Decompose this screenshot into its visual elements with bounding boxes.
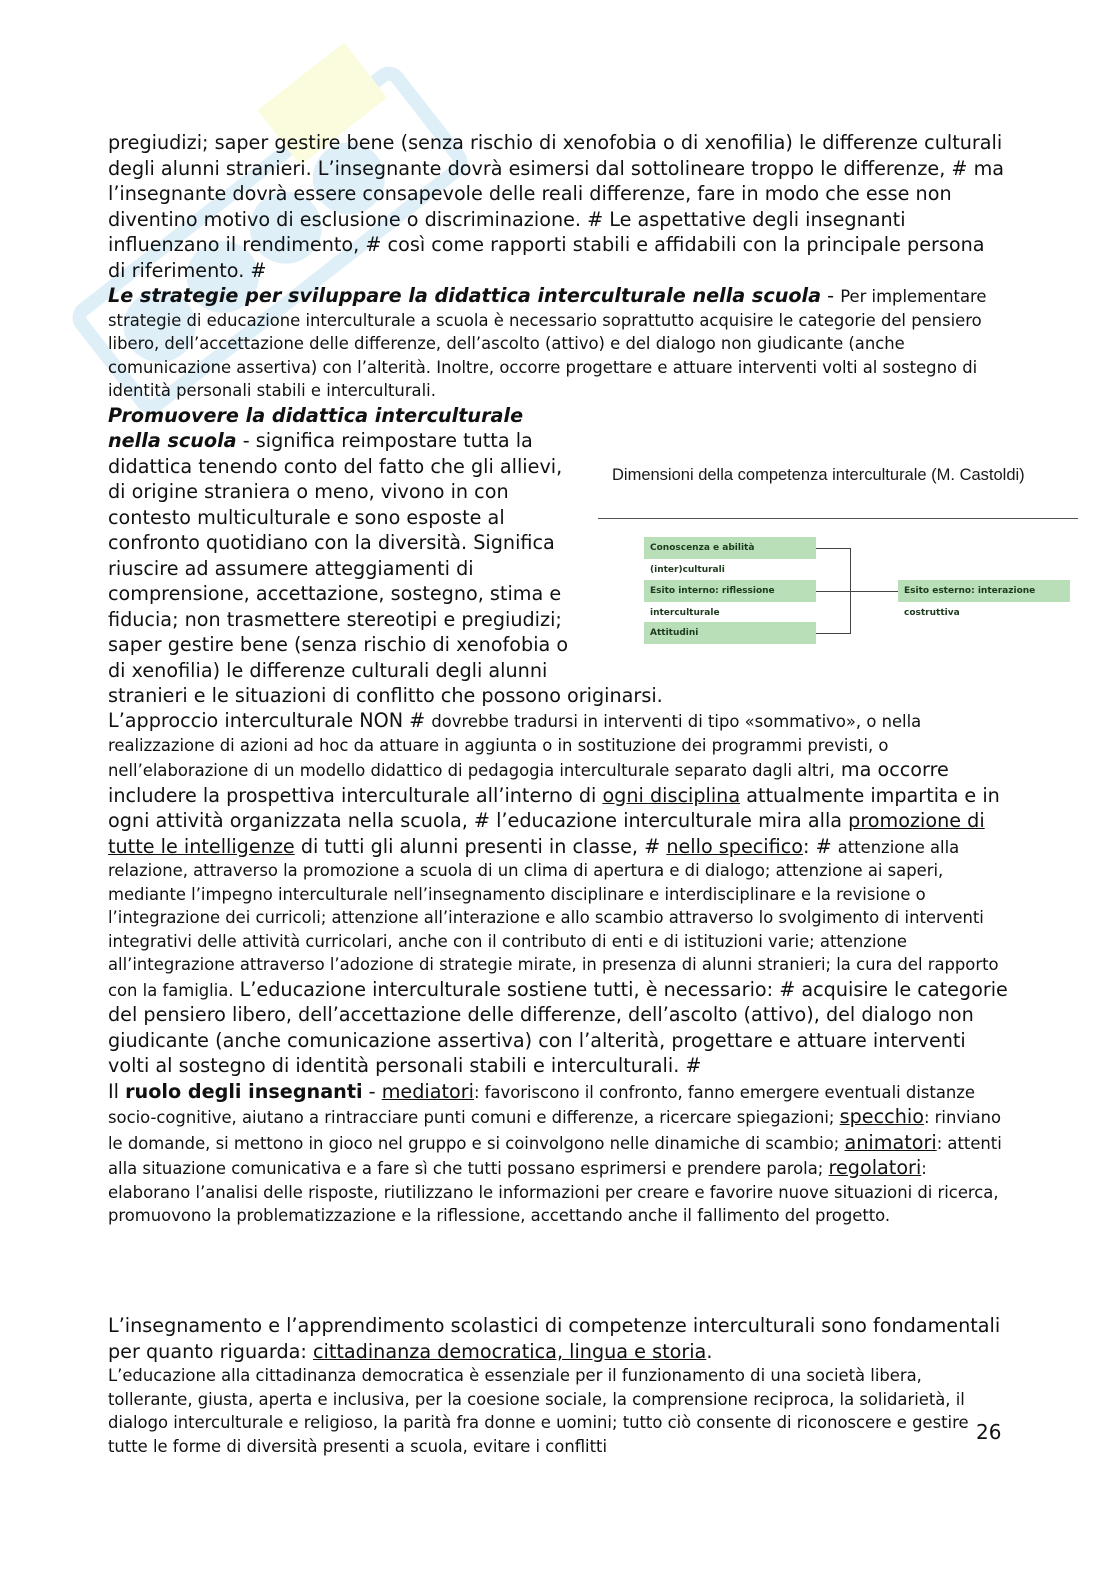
approach-supports-all: L’educazione interculturale sostiene tutti, è necessario: # acquisire le categorie del pensiero libero, dell’accettazione delle differenze, dell’ascolto (attivo), del dialogo non giudicante (anche comunicazione assertiva) con l’alterità, progettare e attuare interventi volti al sostegno di identità personali stabili e interculturali. # [108,977,1008,1077]
underlined-all-intelligences: promozione di tutte le intelligenze [108,809,985,858]
approach-cont2: attualmente impartita e in ogni attività organizzata nella scuola, # l’educazione interculturale mira alla [108,783,1000,832]
role-regulators: regolatori [828,1156,922,1179]
figure-intercultural-competence [598,462,1080,657]
connector-line [850,591,898,592]
underlined-specifically: nello specifico [666,834,804,858]
paragraph-competences [108,1313,1008,1364]
approach-start: L’approccio interculturale NON # [108,709,432,732]
heading-strategies: Le strategie per sviluppare la didattica interculturale nella scuola [108,284,822,307]
approach-attention-list: attenzione alla relazione, attraverso la promozione a scuola di un clima di apertura e di dialogo; attenzione ai saperi, mediante l’impegno interculturale nell’insegnamento disciplinare e interdisciplinare e la revisione o l’integrazione dei curricoli; attenzione all’interazione e allo scambio attraverso lo svolgimento di interventi integrativi delle attività curricolari, anche con il contributo di enti e di istituzioni varie; attenzione all’integrazione attraverso l’adozione di strategie mirate, in presenza di alunni stranieri; la cura del rapporto con la famiglia. [108,837,999,1000]
figure-rule [598,518,1078,519]
box-knowledge-skills: Conoscenza e abilità (inter)culturali [644,537,816,559]
connector-line [816,591,850,592]
competences-end: . [706,1339,713,1363]
heading-separator: - [236,429,256,452]
roles-sep: - [362,1079,382,1103]
strategies-text: Per implementare strategie di educazione interculturale a scuola è necessario soprattutto acquisire le categorie del pensiero libero, dell’accettazione delle differenze, dell’ascolto (attivo) e del dialogo non giudicante (anche comunicazione assertiva) con l’alterità. Inoltre, occorre progettare e attuare interventi volti al sostegno di identità personali stabili e interculturali. [108,287,987,400]
section-intercultural-approach [108,708,1008,1228]
paragraph-prejudices: pregiudizi; saper gestire bene (senza rischio di xenofobia o di xenofilia) le differenze culturali degli alunni stranieri. L’insegnante dovrà esimersi dal sottolineare troppo le differenze, # ma l’insegnante dovrà essere consapevole delle reali differenze, fare in modo che esse non diventino motivo di esclusione o discriminazione. # Le aspettative degli insegnanti influenzano il rendimento, # così come rapporti stabili e affidabili con la principale persona di riferimento. # [108,131,1005,282]
underlined-citizenship: cittadinanza democratica, lingua e storia [312,1339,707,1363]
approach-cont: ma occorre includere la prospettiva interculturale all’interno di [108,758,949,807]
role-mirror: specchio [839,1105,924,1128]
box-external-outcome: Esito esterno: interazione costruttiva [898,580,1070,602]
figure-title: Dimensioni della competenza interculturale (M. Castoldi) [612,466,1025,484]
heading-promote: Promuovere la didattica interculturale nella scuola [108,403,524,452]
paragraph-citizenship-education: L’educazione alla cittadinanza democratica è essenziale per il funzionamento di una società libera, tollerante, giusta, aperta e inclusiva, per la coesione sociale, la comprensione reciproca, la solidarietà, il dialogo interculturale e religioso, la parità fra donne e uomini; tutto ciò consente di riconoscere e gestire tutte le forme di diversità presenti a scuola, evitare i conflitti [108,1366,969,1456]
underlined-every-discipline: ogni disciplina [602,783,741,807]
roles-intro: Il [108,1079,126,1103]
competences-text: L’insegnamento e l’apprendimento scolastici di competenze interculturali sono fondamentali per quanto riguarda: [108,1314,1001,1363]
role-mediators-desc: : favoriscono il confronto, fanno emergere eventuali distanze socio-cognitive, aiutano a rintracciare punti comuni e differenze, a ricercare spiegazioni; [108,1082,975,1127]
approach-cont4: : # [803,834,838,858]
role-animators-desc: : attenti alla situazione comunicativa e a fare sì che tutti possano esprimersi e prendere parola; [108,1133,1002,1178]
page-number: 26 [976,1420,1002,1444]
connector-line [816,548,850,549]
approach-cont3: di tutti gli alunni presenti in classe, # [294,834,667,858]
heading-separator: - [821,284,841,307]
role-mediators: mediatori [381,1079,474,1103]
paragraph-strategies [108,283,1008,403]
paragraph-teacher-roles [108,1079,1008,1228]
connector-line [816,633,850,634]
box-internal-outcome: Esito interno: riflessione interculturale [644,580,816,602]
section-competences [108,1313,1008,1458]
promote-text-start: significa reimpostare tutta la didattica tenendo conto del fatto che gli allievi, di origine straniera o meno, vivono in con contesto multiculturale e sono esposte al confronto quotidiano con la diversità. Significa riuscire ad assumere atteggiamenti di comprensione, accettazione, sostegno, stima e fiducia; non trasmettere stereotipi e pregiudizi; saper gestire bene (senza rischio di xenofobia o di xenofilia) le differenze culturali degli alunni stranieri e le situazioni di conflitto che possono originarsi. [108,429,663,707]
role-mirror-desc: : rinviano le domande, si mettono in gioco nel gruppo e si coinvolgono nelle dinamiche di scambio; [108,1108,1002,1153]
box-attitudes: Attitudini [644,622,816,644]
role-regulators-desc: : elaborano l’analisi delle risposte, riutilizzano le informazioni per creare e favorire nuove situazioni di ricerca, promuovono la problematizzazione e la riflessione, accettando anche il fallimento del progetto. [108,1159,999,1225]
role-animators: animatori [844,1130,937,1154]
approach-small: dovrebbe tradursi in interventi di tipo «sommativo», o nella realizzazione di azioni ad hoc da attuare in aggiunta o in sostituzione dei programmi previsti, o nell’elaborazione di un modello didattico di pedagogia interculturale separato dagli altri, [108,712,922,780]
roles-heading: ruolo degli insegnanti [125,1079,363,1103]
paragraph-approach [108,708,1008,1079]
